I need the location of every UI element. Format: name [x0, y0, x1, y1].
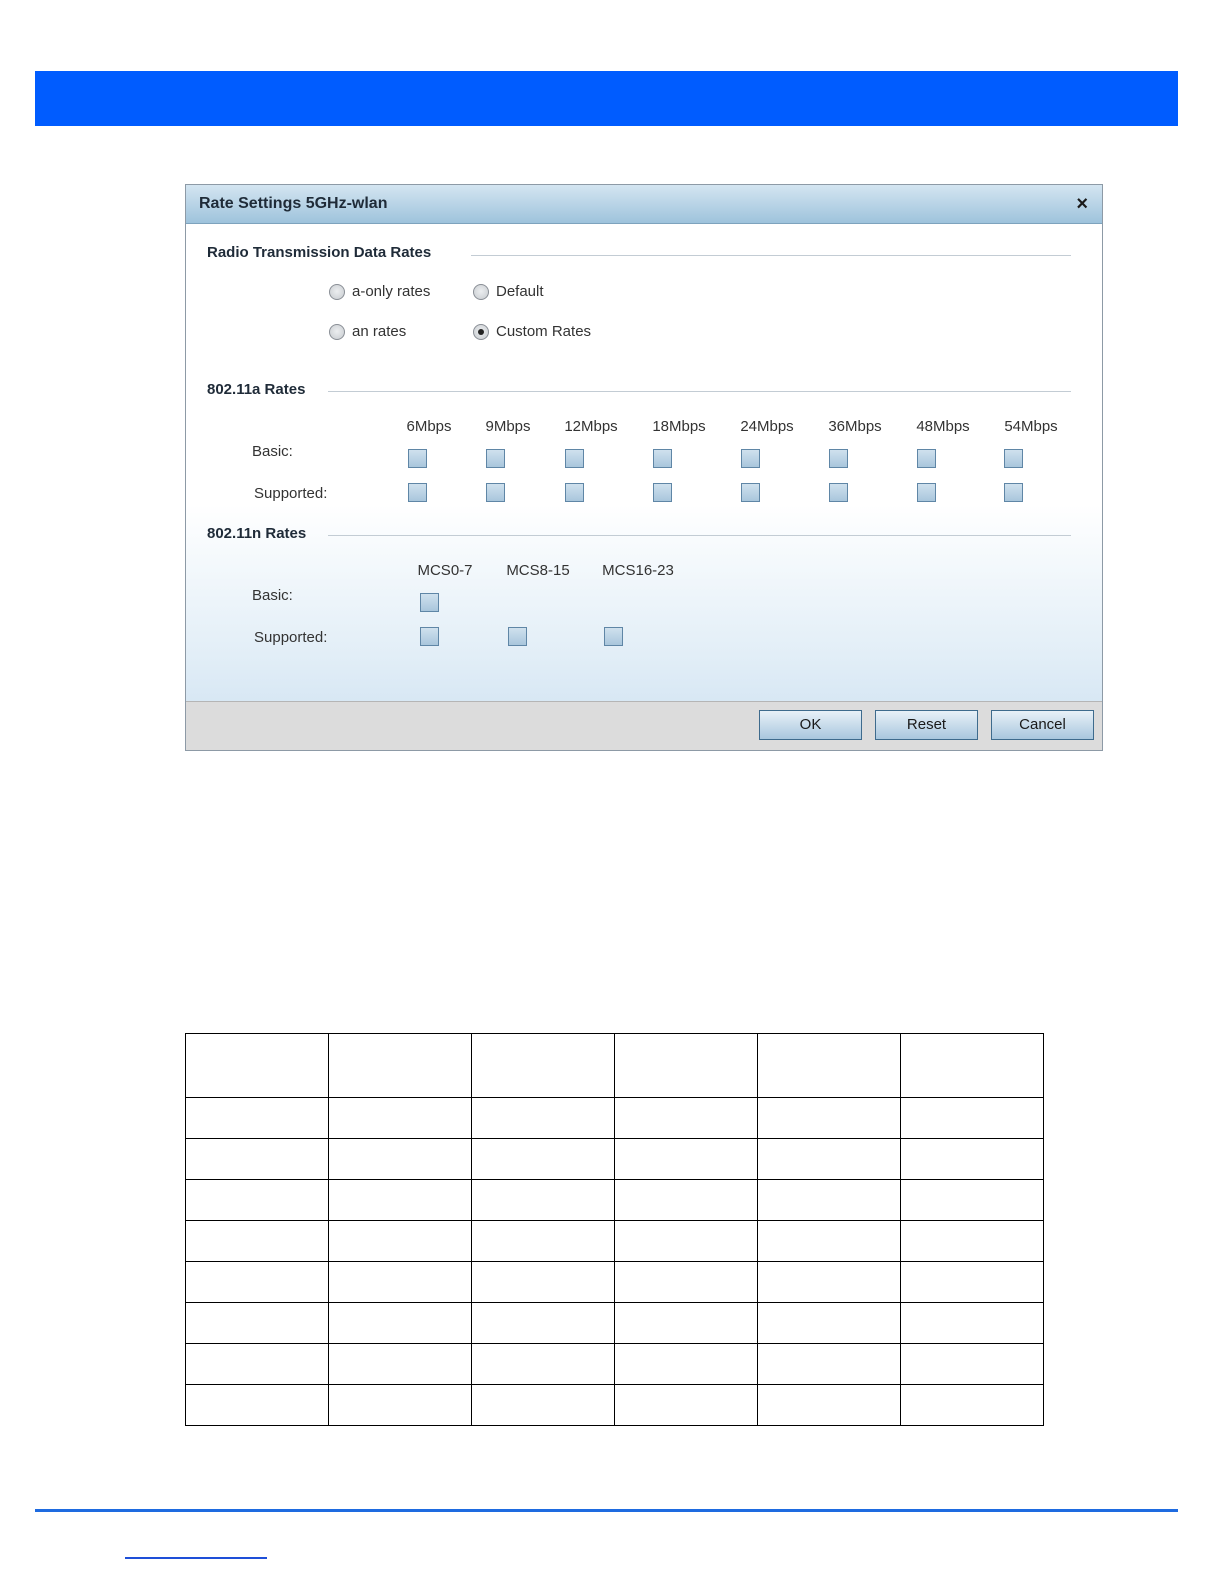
radio-rates-heading: Radio Transmission Data Rates [207, 244, 432, 261]
table-row [186, 1098, 1044, 1139]
section-divider [328, 391, 1071, 392]
table-cell [758, 1303, 901, 1344]
table-cell [901, 1034, 1044, 1098]
table-cell [615, 1098, 758, 1139]
table-cell [901, 1344, 1044, 1385]
rate-column-label: 12Mbps [564, 418, 618, 435]
checkbox-basic-18mbps[interactable] [653, 449, 672, 468]
radio-label: an rates [352, 323, 407, 340]
table-cell [186, 1098, 329, 1139]
checkbox-basic-12mbps[interactable] [565, 449, 584, 468]
checkbox-basic-36mbps[interactable] [829, 449, 848, 468]
table-cell [186, 1221, 329, 1262]
radio-button-icon[interactable] [473, 284, 489, 300]
radio-button-icon[interactable] [329, 284, 345, 300]
checkbox-basic-54mbps[interactable] [1004, 449, 1023, 468]
rate-column-label: 36Mbps [828, 418, 882, 435]
checkbox-supported-mcs0-7[interactable] [420, 627, 439, 646]
basic-row-label: Basic: [252, 443, 293, 460]
table-row [186, 1303, 1044, 1344]
table-cell [615, 1034, 758, 1098]
rate-column-label: 48Mbps [916, 418, 970, 435]
table-cell [186, 1303, 329, 1344]
footer-link[interactable] [125, 1557, 267, 1559]
table-cell [615, 1221, 758, 1262]
rate-column-label: 24Mbps [740, 418, 794, 435]
checkbox-supported-54mbps[interactable] [1004, 483, 1023, 502]
footer-divider [35, 1509, 1178, 1512]
table-cell [758, 1385, 901, 1426]
checkbox-basic-48mbps[interactable] [917, 449, 936, 468]
radio-an-rates[interactable] [329, 323, 406, 340]
table-cell [186, 1034, 329, 1098]
checkbox-basic-24mbps[interactable] [741, 449, 760, 468]
mcs-column-label: MCS16-23 [602, 562, 674, 579]
section-divider [328, 535, 1071, 536]
rates-a-heading: 802.11a Rates [207, 381, 306, 398]
table-cell [472, 1303, 615, 1344]
mcs-column-label: MCS8-15 [506, 562, 570, 579]
table-cell [615, 1344, 758, 1385]
table-cell [186, 1180, 329, 1221]
rate-column-label: 18Mbps [652, 418, 706, 435]
table-cell [758, 1344, 901, 1385]
table-cell [329, 1221, 472, 1262]
table-cell [758, 1098, 901, 1139]
checkbox-supported-mcs8-15[interactable] [508, 627, 527, 646]
table-cell [472, 1385, 615, 1426]
checkbox-supported-9mbps[interactable] [486, 483, 505, 502]
page-header-banner [35, 71, 1178, 126]
table-cell [186, 1385, 329, 1426]
table-cell [901, 1180, 1044, 1221]
reset-button[interactable]: Reset [875, 710, 978, 740]
table-cell [329, 1098, 472, 1139]
table-cell [615, 1262, 758, 1303]
rate-column-label: 9Mbps [485, 418, 531, 435]
radio-button-selected-icon[interactable] [473, 324, 489, 340]
cancel-button[interactable]: Cancel [991, 710, 1094, 740]
checkbox-supported-24mbps[interactable] [741, 483, 760, 502]
table-cell [758, 1034, 901, 1098]
table-cell [329, 1344, 472, 1385]
table-cell [472, 1098, 615, 1139]
table-cell [615, 1139, 758, 1180]
table-row [186, 1180, 1044, 1221]
checkbox-supported-36mbps[interactable] [829, 483, 848, 502]
table-cell [186, 1344, 329, 1385]
checkbox-basic-9mbps[interactable] [486, 449, 505, 468]
table-cell [615, 1303, 758, 1344]
table-cell [186, 1139, 329, 1180]
dialog-titlebar [186, 185, 1102, 224]
checkbox-supported-12mbps[interactable] [565, 483, 584, 502]
radio-button-icon[interactable] [329, 324, 345, 340]
table-cell [472, 1221, 615, 1262]
table-cell [329, 1180, 472, 1221]
radio-a-only-rates[interactable] [329, 283, 430, 300]
table-cell [901, 1139, 1044, 1180]
rates-n-heading: 802.11n Rates [207, 525, 307, 542]
close-icon[interactable]: × [1076, 193, 1088, 215]
table-cell [758, 1262, 901, 1303]
table-row [186, 1262, 1044, 1303]
table-cell [901, 1303, 1044, 1344]
table-row [186, 1344, 1044, 1385]
rate-column-label: 54Mbps [1004, 418, 1058, 435]
radio-custom-rates[interactable] [473, 323, 591, 340]
table-cell [329, 1262, 472, 1303]
table-cell [901, 1098, 1044, 1139]
table-cell [472, 1034, 615, 1098]
checkbox-supported-48mbps[interactable] [917, 483, 936, 502]
basic-row-label: Basic: [252, 587, 293, 604]
supported-row-label: Supported: [254, 629, 328, 646]
radio-label: a-only rates [352, 283, 431, 300]
checkbox-supported-18mbps[interactable] [653, 483, 672, 502]
table-cell [758, 1139, 901, 1180]
section-divider [471, 255, 1071, 256]
table-cell [901, 1385, 1044, 1426]
ok-button[interactable]: OK [759, 710, 862, 740]
checkbox-basic-6mbps[interactable] [408, 449, 427, 468]
table-cell [472, 1180, 615, 1221]
table-cell [615, 1180, 758, 1221]
table-row [186, 1385, 1044, 1426]
table-row [186, 1221, 1044, 1262]
radio-label: Default [496, 283, 544, 300]
checkbox-basic-mcs0-7[interactable] [420, 593, 439, 612]
dialog-title: Rate Settings 5GHz-wlan [199, 195, 388, 212]
table-cell [186, 1262, 329, 1303]
table-cell [901, 1262, 1044, 1303]
table-cell [329, 1034, 472, 1098]
document-table [185, 1033, 1044, 1426]
table-cell [901, 1221, 1044, 1262]
radio-label: Custom Rates [496, 323, 592, 340]
checkbox-supported-6mbps[interactable] [408, 483, 427, 502]
rate-column-label: 6Mbps [406, 418, 452, 435]
rate-settings-dialog [185, 184, 1103, 751]
table-header-row [186, 1034, 1044, 1098]
supported-row-label: Supported: [254, 485, 328, 502]
table-cell [758, 1180, 901, 1221]
table-cell [329, 1385, 472, 1426]
table-row [186, 1139, 1044, 1180]
mcs-column-label: MCS0-7 [417, 562, 473, 579]
checkbox-supported-mcs16-23[interactable] [604, 627, 623, 646]
table-cell [472, 1344, 615, 1385]
table-cell [329, 1303, 472, 1344]
table-cell [329, 1139, 472, 1180]
table-cell [758, 1221, 901, 1262]
dialog-footer [186, 701, 1102, 750]
table-cell [615, 1385, 758, 1426]
radio-default[interactable] [473, 283, 544, 300]
table-cell [472, 1262, 615, 1303]
table-cell [472, 1139, 615, 1180]
